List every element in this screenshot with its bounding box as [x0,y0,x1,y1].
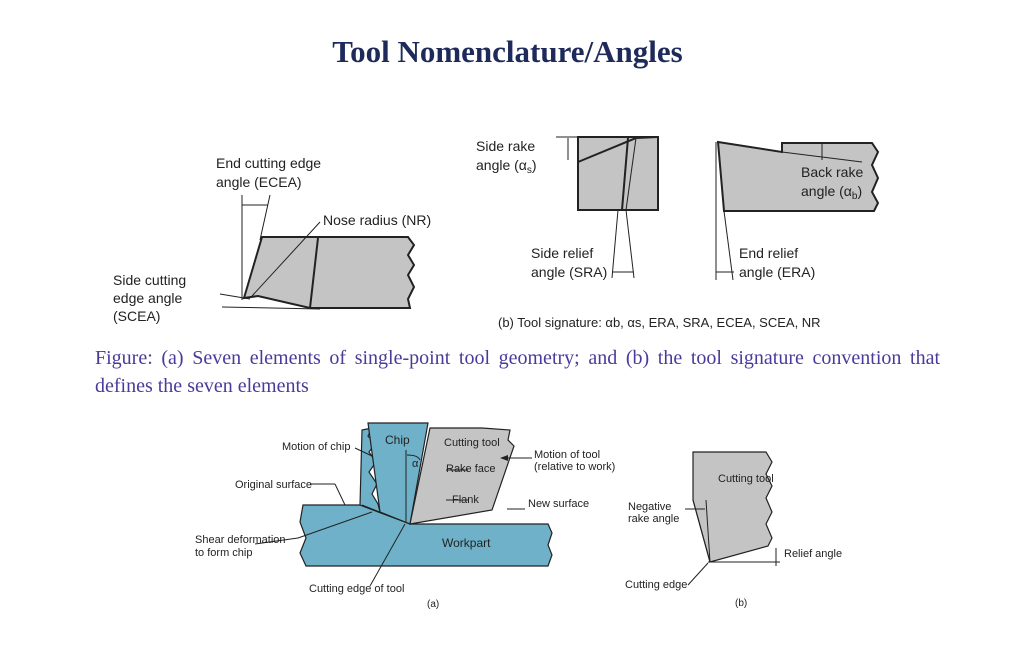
motion-of-chip-label: Motion of chip [282,441,351,453]
scea-label-3: (SCEA) [113,308,161,324]
tool-end-view [476,137,658,280]
flank-label: Flank [452,494,479,506]
negative-rake-label-2: rake angle [628,513,680,525]
panel-b-label: (b) [735,598,748,609]
tool-plan-view [113,155,431,324]
cutting-tool-label: Cutting tool [444,437,500,449]
back-rake-label-2: angle $(\alpha_b)$ [801,183,863,202]
tool-side-view [716,142,878,280]
shear-label-2: to form chip [195,547,253,559]
negative-rake-diagram [625,452,842,609]
page-title: Tool Nomenclature/Angles [332,34,683,69]
orthogonal-cutting-diagram [195,423,615,610]
original-surface-label: Original surface [235,479,313,491]
rake-face-label: Rake face [446,463,496,475]
scea-label-1: Side cutting [113,272,187,288]
cutting-edge-tool-label: Cutting edge of tool [309,583,405,595]
end-relief-label-1: End relief [739,245,799,261]
scea-label-2: edge angle [113,290,183,306]
cutting-edge-label-b: Cutting edge [625,579,688,591]
new-surface-label: New surface [528,498,590,510]
workpart-label: Workpart [442,536,491,550]
side-relief-label-2: angle (SRA) [531,264,608,280]
chip-label: Chip [385,433,410,447]
motion-tool-label-1: Motion of tool [534,449,601,461]
cutting-tool-label-b: Cutting tool [718,473,774,485]
ecea-label-1: End cutting edge [216,155,322,171]
negative-rake-label-1: Negative [628,501,672,513]
tool-signature-text: (b) Tool signature: αb, αs, ERA, SRA, ECEA, SCEA, NR [498,315,821,330]
alpha-label: α [412,458,419,470]
side-relief-label-1: Side relief [531,245,594,261]
motion-tool-label-2: (relative to work) [534,461,616,473]
back-rake-label-1: Back rake [801,164,864,180]
figure-caption: Figure: (a) Seven elements of single-point tool geometry; and (b) the tool signature convention that defines the seven elements [95,347,940,397]
side-rake-label-2: angle $(\alpha_s)$ [476,157,537,176]
shear-label-1: Shear deformation [195,534,286,546]
panel-a-label: (a) [427,599,440,610]
side-rake-label-1: Side rake [476,138,536,154]
nose-radius-label: Nose radius (NR) [323,212,432,228]
relief-angle-label: Relief angle [784,548,843,560]
end-relief-label-2: angle (ERA) [739,264,816,280]
ecea-label-2: angle (ECEA) [216,174,302,190]
